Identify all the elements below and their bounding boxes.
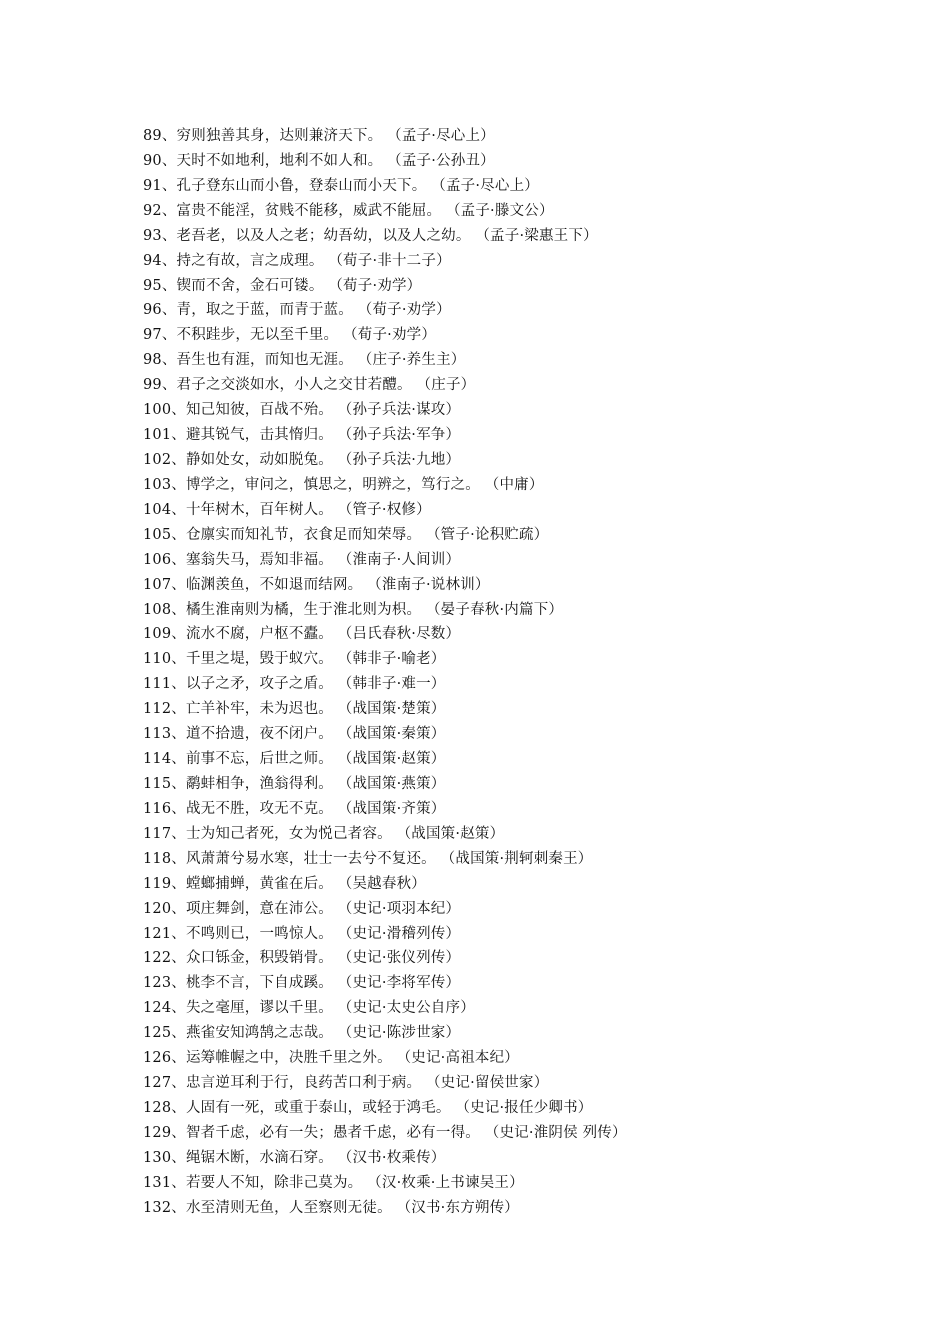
quote-line: 105、仓廪实而知礼节，衣食足而知荣辱。 （管子·论积贮疏） (143, 526, 549, 543)
quote-line: 114、前事不忘，后世之师。 （战国策·赵策） (143, 751, 446, 768)
quote-line: 115、鹬蚌相争，渔翁得利。 （战国策·燕策） (143, 775, 446, 792)
quote-line: 102、静如处女，动如脱兔。 （孙子兵法·九地） (143, 451, 461, 468)
quote-line: 103、博学之，审问之，慎思之，明辨之，笃行之。 （中庸） (143, 476, 544, 493)
quote-line: 111、以子之矛，攻子之盾。 （韩非子·难一） (143, 676, 446, 693)
quote-list (143, 124, 923, 1221)
quote-line: 110、千里之堤，毁于蚁穴。 （韩非子·喻老） (143, 651, 446, 668)
quote-line: 125、燕雀安知鸿鹄之志哉。 （史记·陈涉世家） (143, 1025, 461, 1042)
quote-line: 132、水至清则无鱼，人至察则无徒。 （汉书·东方朔传） (143, 1199, 519, 1216)
quote-line: 121、不鸣则已，一鸣惊人。 （史记·滑稽列传） (143, 925, 461, 942)
quote-line: 94、持之有故，言之成理。 （荀子·非十二子） (143, 252, 451, 269)
quote-line: 104、十年树木，百年树人。 （管子·权修） (143, 501, 431, 518)
quote-line: 119、螳螂捕蝉，黄雀在后。 （吴越春秋） (143, 875, 426, 892)
quote-line: 107、临渊羡鱼，不如退而结网。 （淮南子·说林训） (143, 576, 490, 593)
quote-line: 127、忠言逆耳利于行，良药苦口利于病。 （史记·留侯世家） (143, 1075, 549, 1092)
quote-line: 131、若要人不知，除非己莫为。 （汉·枚乘·上书谏吴王） (143, 1174, 524, 1191)
quote-line: 108、橘生淮南则为橘，生于淮北则为枳。 （晏子春秋·内篇下） (143, 601, 564, 618)
quote-line: 93、老吾老，以及人之老；幼吾幼，以及人之幼。 （孟子·梁惠王下） (143, 227, 598, 244)
quote-line: 96、青，取之于蓝，而青于蓝。 （荀子·劝学） (143, 302, 451, 319)
quote-line: 126、运筹帷幄之中，决胜千里之外。 （史记·高祖本纪） (143, 1050, 519, 1067)
quote-line: 89、穷则独善其身，达则兼济天下。 （孟子·尽心上） (143, 128, 495, 144)
quote-line: 97、不积跬步，无以至千里。 （荀子·劝学） (143, 327, 437, 344)
quote-line: 123、桃李不言，下自成蹊。 （史记·李将军传） (143, 975, 461, 992)
quote-line: 117、士为知己者死，女为悦己者容。 （战国策·赵策） (143, 825, 505, 842)
quote-line: 112、亡羊补牢，未为迟也。 （战国策·楚策） (143, 701, 446, 718)
quote-line: 106、塞翁失马，焉知非福。 （淮南子·人间训） (143, 551, 461, 568)
quote-line: 99、君子之交淡如水，小人之交甘若醴。 （庄子） (143, 377, 476, 394)
quote-line: 120、项庄舞剑，意在沛公。 （史记·项羽本纪） (143, 900, 461, 917)
quote-line: 128、人固有一死，或重于泰山，或轻于鸿毛。 （史记·报任少卿书） (143, 1099, 593, 1116)
quote-line: 116、战无不胜，攻无不克。 （战国策·齐策） (143, 800, 446, 817)
quote-line: 124、失之毫厘，谬以千里。 （史记·太史公自序） (143, 1000, 475, 1017)
quote-line: 95、锲而不舍，金石可镂。 （荀子·劝学） (143, 277, 422, 294)
quote-line: 101、避其锐气，击其惰归。 （孙子兵法·军争） (143, 427, 461, 444)
quote-line: 90、天时不如地利，地利不如人和。 （孟子·公孙丑） (143, 152, 495, 169)
quote-line: 122、众口铄金，积毁销骨。 （史记·张仪列传） (143, 950, 461, 967)
quote-line: 100、知己知彼，百战不殆。 （孙子兵法·谋攻） (143, 402, 461, 419)
quote-line: 98、吾生也有涯，而知也无涯。 （庄子·养生主） (143, 352, 466, 369)
quote-line: 109、流水不腐，户枢不蠹。 （吕氏春秋·尽数） (143, 626, 461, 643)
quote-line: 91、孔子登东山而小鲁，登泰山而小天下。 （孟子·尽心上） (143, 177, 539, 194)
quote-line: 118、风萧萧兮易水寒，壮士一去兮不复还。 （战国策·荆轲刺秦王） (143, 850, 593, 867)
quote-line: 113、道不拾遗，夜不闭户。 （战国策·秦策） (143, 726, 446, 743)
quote-line: 130、绳锯木断，水滴石穿。 （汉书·枚乘传） (143, 1149, 446, 1166)
quote-line: 92、富贵不能淫，贫贱不能移，威武不能屈。 （孟子·滕文公） (143, 202, 554, 219)
quote-line: 129、智者千虑，必有一失；愚者千虑，必有一得。 （史记·淮阴侯 列传） (143, 1124, 627, 1141)
